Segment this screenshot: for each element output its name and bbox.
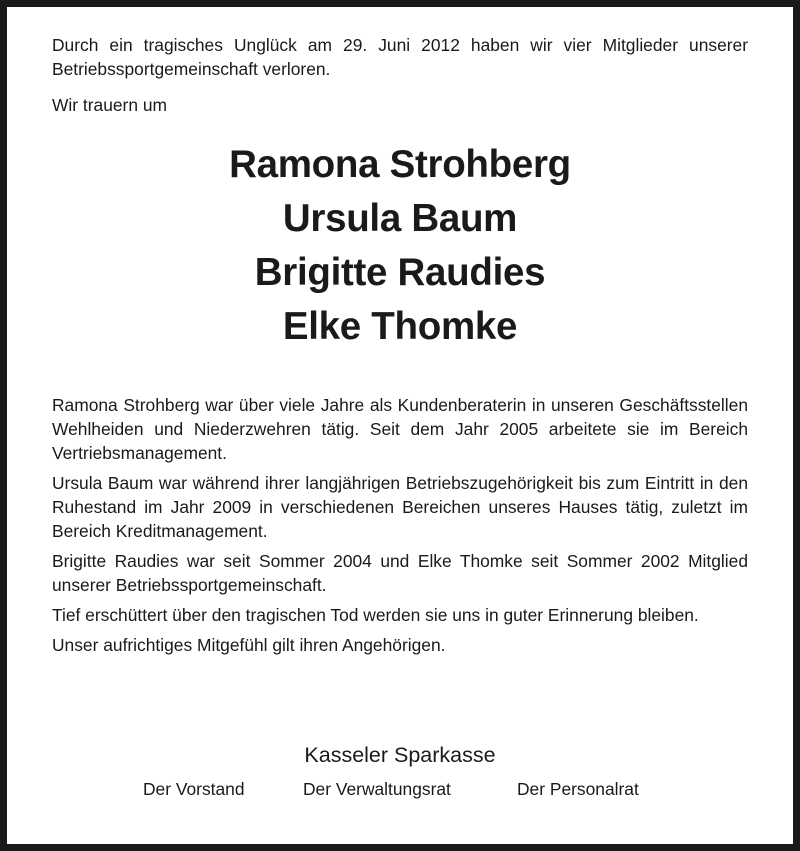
deceased-name: Brigitte Raudies — [254, 251, 546, 294]
signatory-staff-council: Der Personalrat — [517, 779, 639, 799]
signatory-board: Der Vorstand — [143, 779, 245, 799]
body-paragraph: Brigitte Raudies war seit Sommer 2004 und Elke Thomke seit Sommer 2002 Mitglied unserer Betriebssportgemeinschaft. — [52, 551, 748, 595]
signatory-supervisory-board: Der Verwaltungsrat — [303, 779, 451, 799]
body-paragraph: Unser aufrichtiges Mitgefühl gilt ihren Angehörigen. — [52, 635, 446, 655]
deceased-name: Elke Thomke — [282, 305, 518, 348]
body-paragraph: Ursula Baum war während ihrer langjährigen Betriebszugehörigkeit bis zum Eintritt in den Ruhestand im Jahr 2009 in verschiedenen Bereichen unseres Hauses tätig, zuletzt im Bereich Kreditmanagement. — [52, 473, 748, 541]
intro-text: Durch ein tragisches Unglück am 29. Juni 2012 haben wir vier Mitglieder unserer Betriebssportgemeinschaft verloren. — [52, 35, 748, 79]
organization-name: Kasseler Sparkasse — [304, 743, 496, 767]
deceased-name: Ursula Baum — [282, 197, 518, 240]
signatory-bodies — [7, 777, 793, 801]
body-paragraph: Tief erschüttert über den tragischen Tod werden sie uns in guter Erinnerung bleiben. — [52, 605, 699, 625]
deceased-name: Ramona Strohberg — [229, 143, 571, 186]
notice-body — [52, 393, 748, 657]
mourning-line: Wir trauern um — [52, 95, 167, 115]
signature-block — [7, 741, 793, 769]
body-paragraph: Ramona Strohberg war über viele Jahre als Kundenberaterin in unseren Geschäftsstellen Wehlheiden und Niederzwehren tätig. Seit dem Jahr 2005 arbeitete sie im Bereich Vertriebsmanagement. — [52, 395, 748, 463]
deceased-names — [52, 138, 748, 354]
notice-content — [52, 33, 748, 663]
